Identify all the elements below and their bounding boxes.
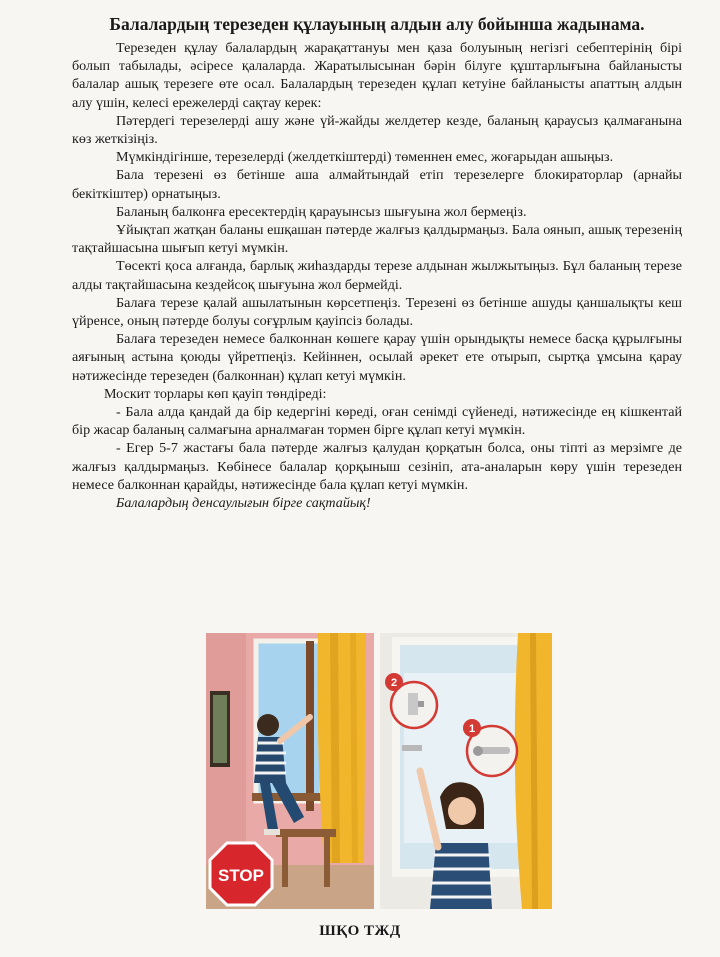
net-heading: Москит торлары көп қауіп төндіреді: — [104, 385, 327, 402]
paragraph-rule-8: Балаға терезеден немесе балконнан көшеге қарау үшін орындықты немесе басқа құрылғыны аяғының астына қоюды үйретпеңіз. Кейіннен, осылай әрекет ете отырып, сыртқа ұмсына қарау нәтижесінде терезеден (балконнан) құлап кетуі мүмкін. — [72, 331, 682, 384]
paragraph-rule-7: Балаға терезе қалай ашылатынын көрсетпеңіз. Терезені өз бетінше ашуды қаншалықты кеш үйренсе, оның пәтерде болуы соғұрлым қауіпсіз болады. — [72, 294, 682, 330]
paragraph-intro: Терезеден құлау балалардың жарақаттануы мен қаза болуының негізгі себептерінің бірі болып табылады, әсіресе қалаларда. Жаратылысынан бәрін білуге құштарлығына байланысты балалар ашық терезеге өте осал. Балалардың терезеден құлап кетуіне байланысты апаттың алдын алу үшін, келесі ережелерді сақтау керек: — [72, 40, 682, 111]
photo-child-climbing — [206, 633, 374, 909]
paragraph-rule-4: Баланың балконға ересектердің қарауынсыз шығуына жол бермеңіз. — [116, 203, 527, 220]
page-title: Балалардың терезеден құлауының алдын алу бойынша жадынама. — [109, 14, 645, 34]
lock-marker-2: 2 — [390, 677, 398, 689]
paragraph-rule-6: Төсекті қоса алғанда, барлық жиһаздарды терезе алдынан жылжытыңыз. Бұл баланың терезе алды тақтайшасына кездейсоқ шығуына жол бермейді. — [72, 258, 682, 293]
net-item-1: - Бала алда қандай да бір кедергіні көреді, оған сенімді сүйенеді, нәтижесінде ең кішкентай бір жасар баланың салмағына арналмаған тормен бірге құлап кетуі мүмкін. — [72, 404, 682, 439]
illustration-photos — [206, 633, 552, 909]
stop-sign-label: STOP — [218, 866, 264, 885]
paragraph-rule-5: Ұйықтап жатқан баланы ешқашан пәтерде жалғыз қалдырмаңыз. Бала оянып, ашық терезенің тақтайшасына шығып кетуі мүмкін. — [72, 222, 682, 257]
signature: ШҚО ТЖД — [319, 923, 401, 939]
paragraph-rule-2: Мүмкіндігінше, терезелерді (желдеткіштерді) төменнен емес, жоғарыдан ашыңыз. — [116, 149, 614, 166]
photo-window-lock — [380, 633, 552, 909]
paragraph-rule-1: Пәтердегі терезелерді ашу және үй-жайды желдетер кезде, баланың қараусыз қалмағанына көз жеткізіңіз. — [72, 112, 682, 148]
lock-highlight-2 — [384, 671, 440, 731]
lock-marker-1: 1 — [468, 723, 476, 735]
paragraph-rule-3: Бала терезені өз бетінше аша алмайтындай етіп терезелерге блокираторлар (арнайы бекіткіштер) орнатыңыз. — [72, 167, 682, 202]
stop-sign-icon — [208, 841, 274, 907]
lock-highlight-1 — [460, 717, 524, 779]
net-item-2: - Егер 5-7 жастағы бала пәтерде жалғыз қалудан қорқатын болса, оны тіпті аз мерзімге де жалғыз қалдырмаңыз. Көбінесе балалар қорқыныш сезініп, ата-аналарын көру үшін терезеден немесе балконнан қарайды, нәтижесінде бала құлап кетуі мүмкін. — [72, 440, 682, 493]
closing-slogan: Балалардың денсаулығын бірге сақтайық! — [116, 495, 371, 512]
